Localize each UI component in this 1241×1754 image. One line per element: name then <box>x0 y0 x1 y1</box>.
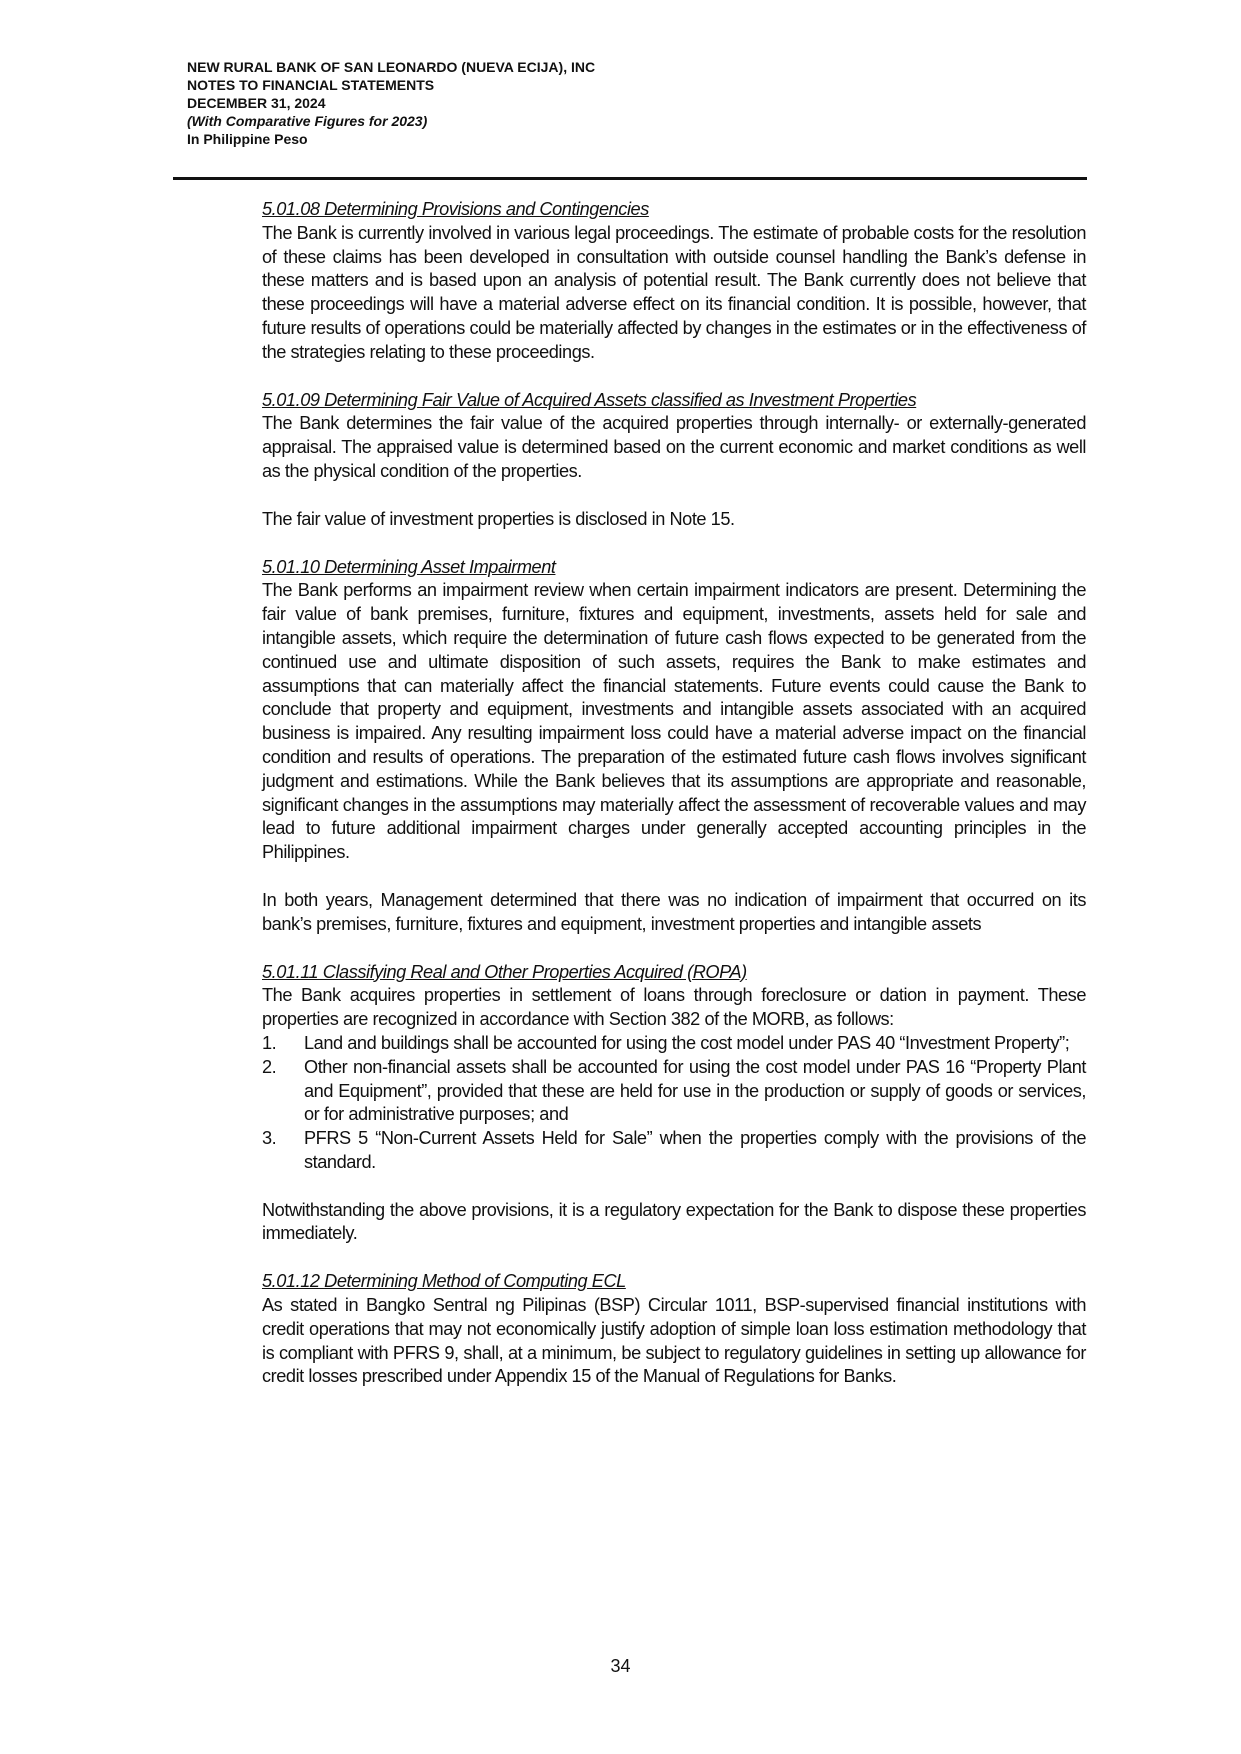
page-number: 34 <box>610 1656 631 1676</box>
comparative-note: (With Comparative Figures for 2023) <box>187 113 428 129</box>
company-name: NEW RURAL BANK OF SAN LEONARDO (NUEVA ECIJA), INC <box>187 59 596 75</box>
section-heading: 5.01.10 Determining Asset Impairment <box>262 556 556 577</box>
paragraph: The Bank determines the fair value of the acquired properties through internally- or externally-generated appraisal. The appraised value is determined based on the current economic and market conditions as well as the physical condition of the properties. <box>262 413 1086 481</box>
notes-body <box>262 198 1086 1389</box>
paragraph: The Bank is currently involved in various legal proceedings. The estimate of probable costs for the resolution of these claims has been developed in consultation with outside counsel handling the Bank’s defense in these matters and is based upon an analysis of potential result. The Bank currently does not believe that these proceedings will have a material adverse effect on its financial condition. It is possible, however, that future results of operations could be materially affected by changes in the estimates or in the effectiveness of the strategies relating to these proceedings. <box>262 222 1086 362</box>
list-text: Land and buildings shall be accounted for using the cost model under PAS 40 “Investment Property”; <box>304 1032 1070 1053</box>
paragraph: In both years, Management determined that there was no indication of impairment that occurred on its bank’s premises, furniture, fixtures and equipment, investment properties and intangible assets <box>262 889 1086 934</box>
header-divider <box>173 177 1087 180</box>
section-fair-value-investment-properties <box>262 389 1086 532</box>
paragraph: As stated in Bangko Sentral ng Pilipinas (BSP) Circular 1011, BSP-supervised financial institutions with credit operations that may not economically justify adoption of simple loan loss estimation methodology that is compliant with PFRS 9, shall, at a minimum, be subject to regulatory guidelines in setting up allowance for credit losses prescribed under Appendix 15 of the Manual of Regulations for Banks. <box>262 1295 1086 1387</box>
section-ropa-classification <box>262 961 1086 1247</box>
section-provisions-contingencies <box>262 198 1086 365</box>
list-number: 3. <box>262 1128 277 1149</box>
ropa-list <box>262 1032 1086 1175</box>
currency-note: In Philippine Peso <box>187 131 308 147</box>
list-item <box>262 1032 1086 1056</box>
list-text: Other non-financial assets shall be accounted for using the cost model under PAS 16 “Property Plant and Equipment”, provided that these are held for use in the production or supply of goods or services, or for administrative purposes; and <box>304 1056 1086 1125</box>
paragraph: The Bank performs an impairment review when certain impairment indicators are present. Determining the fair value of bank premises, furniture, fixtures and equipment, investments, assets held for sale and intangible assets, which require the determination of future cash flows expected to be generated from the continued use and ultimate disposition of such assets, requires the Bank to make estimates and assumptions that can materially affect the financial statements. Future events could cause the Bank to conclude that property and equipment, investments and intangible assets associated with an acquired business is impaired. Any resulting impairment loss could have a material adverse impact on the financial condition and results of operations. The preparation of the estimated future cash flows involves significant judgment and estimations. While the Bank believes that its assumptions are appropriate and reasonable, significant changes in the assumptions may materially affect the assessment of recoverable values and may lead to future additional impairment charges under generally accepted accounting principles in the Philippines. <box>262 580 1086 863</box>
statement-date: DECEMBER 31, 2024 <box>187 95 326 111</box>
section-asset-impairment <box>262 556 1086 937</box>
list-item <box>262 1056 1086 1127</box>
list-number: 1. <box>262 1032 277 1053</box>
section-heading: 5.01.11 Classifying Real and Other Properties Acquired (ROPA) <box>262 961 747 982</box>
list-number: 2. <box>262 1056 277 1077</box>
section-heading: 5.01.08 Determining Provisions and Contingencies <box>262 199 649 219</box>
section-heading: 5.01.12 Determining Method of Computing ECL <box>262 1271 626 1292</box>
paragraph: The Bank acquires properties in settlement of loans through foreclosure or dation in payment. These properties are recognized in accordance with Section 382 of the MORB, as follows: <box>262 985 1086 1030</box>
paragraph: The fair value of investment properties is disclosed in Note 15. <box>262 508 735 529</box>
section-heading: 5.01.09 Determining Fair Value of Acquired Assets classified as Investment Properties <box>262 389 917 410</box>
section-ecl-method <box>262 1270 1086 1389</box>
list-item <box>262 1127 1086 1175</box>
document-header <box>187 58 595 148</box>
list-text: PFRS 5 “Non-Current Assets Held for Sale” when the properties comply with the provisions of the standard. <box>304 1128 1086 1172</box>
document-title: NOTES TO FINANCIAL STATEMENTS <box>187 77 435 93</box>
paragraph: Notwithstanding the above provisions, it is a regulatory expectation for the Bank to dispose these properties immediately. <box>262 1199 1086 1244</box>
